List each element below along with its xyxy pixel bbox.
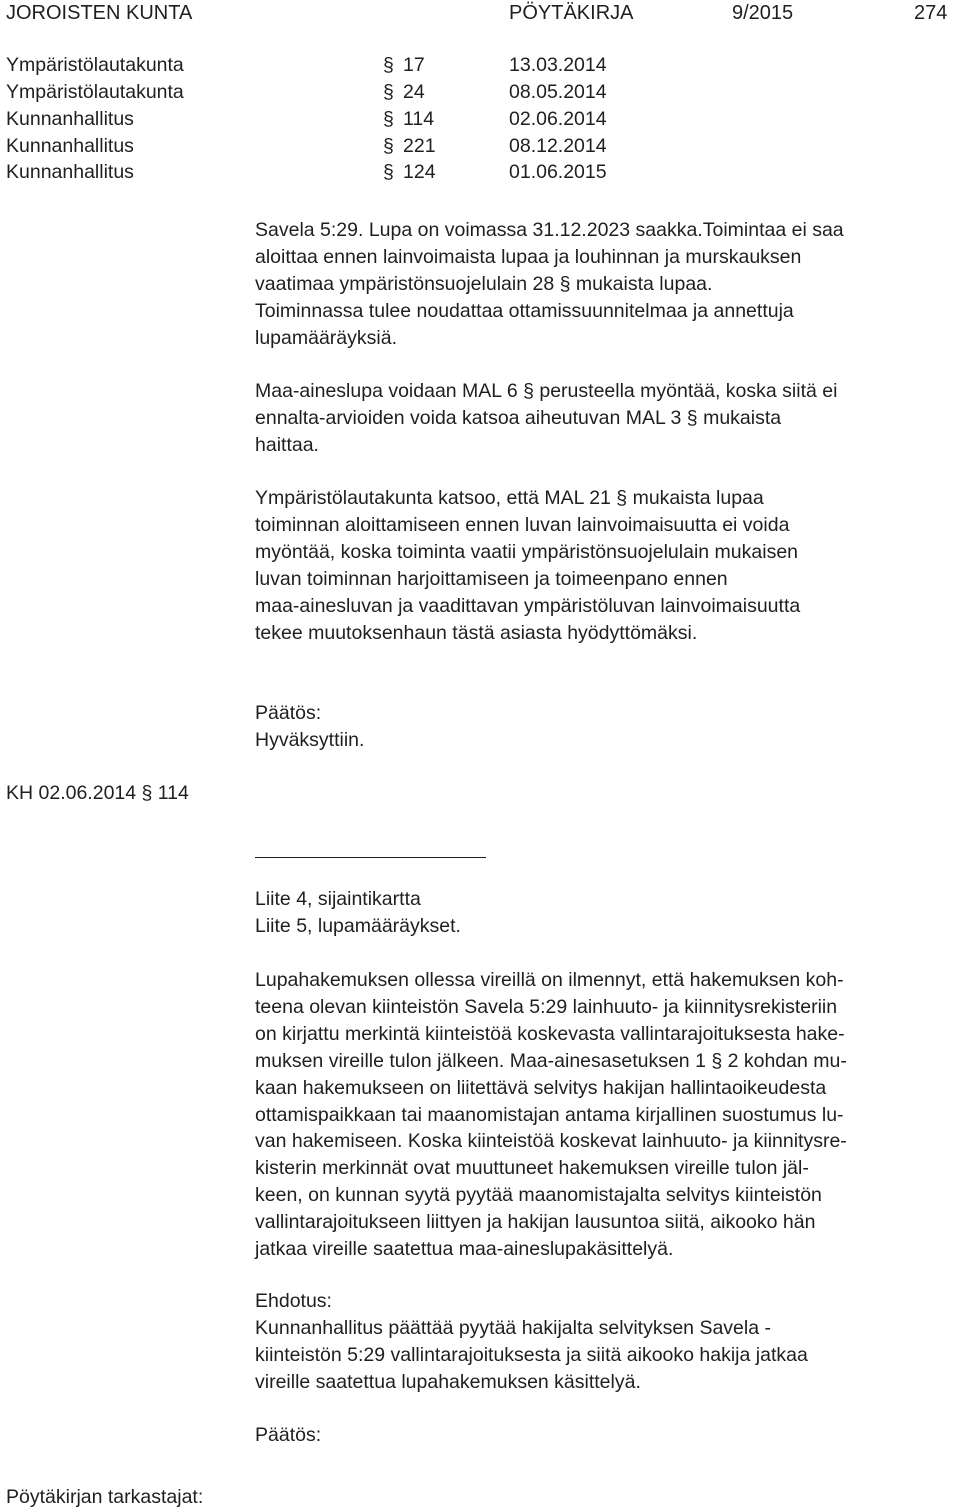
reviewers-label: Pöytäkirjan tarkastajat:	[6, 1486, 204, 1508]
proposal-label: Ehdotus:	[255, 1290, 332, 1312]
history-row	[0, 135, 960, 162]
text-line: jatkaa vireille saatettua maa-aineslupakäsittelyä.	[255, 1238, 674, 1261]
document-type: PÖYTÄKIRJA	[509, 2, 634, 24]
history-body: Ympäristölautakunta	[6, 54, 184, 76]
proposal-block	[255, 1288, 960, 1396]
history-section: 24	[403, 81, 425, 103]
committee-view-paragraph	[255, 485, 960, 646]
text-line: lupamääräyksiä.	[255, 326, 397, 349]
attachment-item: Liite 4, sijaintikartta	[255, 888, 421, 910]
text-line: muksen vireille tulon jälkeen. Maa-ainesasetuksen 1 § 2 kohdan mu-	[255, 1049, 847, 1072]
section-sign: §	[383, 54, 394, 76]
kh-reference: KH 02.06.2014 § 114	[6, 782, 189, 804]
mal-grounds-paragraph	[255, 378, 960, 459]
section-sign: §	[383, 81, 394, 103]
history-body: Kunnanhallitus	[6, 108, 134, 130]
history-body: Kunnanhallitus	[6, 161, 134, 183]
text-line: tekee muutoksenhaun tästä asiasta hyödyttömäksi.	[255, 621, 698, 644]
permit-validity-paragraph	[255, 217, 960, 352]
decision-label: Päätös:	[255, 1424, 322, 1446]
history-body: Kunnanhallitus	[6, 135, 134, 157]
text-line: kiinteistön 5:29 vallintarajoituksesta ja siitä aikooko hakija jatkaa	[255, 1343, 808, 1366]
history-date: 02.06.2014	[509, 108, 607, 130]
text-line: keen, on kunnan syytä pyytää maanomistajalta selvitys kiinteistön	[255, 1184, 822, 1207]
text-line: ottamispaikkaan tai maanomistajan antama kirjallinen suostumus lu-	[255, 1103, 844, 1126]
history-section: 17	[403, 54, 425, 76]
history-row	[0, 81, 960, 108]
text-line: maa-ainesluvan ja vaadittavan ympäristöluvan lainvoimaisuutta	[255, 594, 801, 617]
history-row	[0, 108, 960, 135]
text-line: vaatimaa ympäristönsuojelulain 28 § mukaista lupaa.	[255, 272, 713, 295]
section-sign: §	[383, 161, 394, 183]
decision-label: Päätös:	[255, 702, 322, 724]
text-line: vireille saatettua lupahakemuksen käsittelyä.	[255, 1370, 641, 1393]
text-line: luvan toiminnan harjoittamiseen ja toimeenpano ennen	[255, 567, 728, 590]
history-body: Ympäristölautakunta	[6, 81, 184, 103]
text-line: Toiminnassa tulee noudattaa ottamissuunnitelmaa ja annettuja	[255, 299, 794, 322]
attachments-list	[255, 886, 960, 940]
text-line: kisterin merkinnät ovat muuttuneet hakemuksen vireille tulon jäl-	[255, 1157, 809, 1180]
section-sign: §	[383, 108, 394, 130]
history-section: 114	[403, 108, 435, 130]
history-section: 221	[403, 135, 436, 157]
separator-line	[255, 857, 486, 858]
text-line: kaan hakemukseen on liitettävä selvitys hakijan hallintaoikeudesta	[255, 1076, 827, 1099]
document-number: 9/2015	[732, 2, 794, 24]
section-sign: §	[383, 135, 394, 157]
text-line: vallintarajoitukseen liittyen ja hakijan lausuntoa siitä, aikooko hän	[255, 1211, 816, 1234]
text-line: Maa-aineslupa voidaan MAL 6 § perusteella myöntää, koska siitä ei	[255, 380, 838, 402]
text-line: myöntää, koska toiminta vaatii ympäristönsuojelulain mukaisen	[255, 540, 799, 563]
history-section: 124	[403, 161, 436, 183]
text-line: van hakemiseen. Koska kiinteistöä koskevat lainhuuto- ja kiinnitysre-	[255, 1130, 847, 1153]
decision-text: Hyväksyttiin.	[255, 728, 365, 751]
decision-block	[255, 700, 960, 754]
history-date: 01.06.2015	[509, 161, 607, 183]
text-line: Savela 5:29. Lupa on voimassa 31.12.2023 saakka.Toimintaa ei saa	[255, 219, 844, 241]
text-line: aloittaa ennen lainvoimaista lupaa ja louhinnan ja murskauksen	[255, 245, 802, 268]
history-date: 08.05.2014	[509, 81, 607, 103]
history-row	[0, 161, 960, 188]
page-number: 274	[914, 2, 948, 24]
decision-block	[255, 1422, 960, 1449]
text-line: haittaa.	[255, 433, 319, 456]
attachment-item: Liite 5, lupamääräykset.	[255, 914, 461, 937]
text-line: Lupahakemuksen ollessa vireillä on ilmennyt, että hakemuksen koh-	[255, 969, 844, 991]
text-line: teena olevan kiinteistön Savela 5:29 lainhuuto- ja kiinnitysrekisteriin	[255, 995, 838, 1018]
text-line: Ympäristölautakunta katsoo, että MAL 21 § mukaista lupaa	[255, 487, 764, 509]
text-line: toiminnan aloittamiseen ennen luvan lainvoimaisuutta ei voida	[255, 513, 790, 536]
history-date: 08.12.2014	[509, 135, 607, 157]
text-line: ennalta-arvioiden voida katsoa aiheutuvan MAL 3 § mukaista	[255, 406, 782, 429]
history-date: 13.03.2014	[509, 54, 607, 76]
municipality-name: JOROISTEN KUNTA	[6, 2, 193, 24]
text-line: on kirjattu merkintä kiinteistöä koskevasta vallintarajoituksesta hake-	[255, 1022, 845, 1045]
history-row	[0, 54, 960, 81]
explanation-paragraph	[255, 967, 960, 1263]
text-line: Kunnanhallitus päättää pyytää hakijalta selvityksen Savela -	[255, 1316, 771, 1339]
